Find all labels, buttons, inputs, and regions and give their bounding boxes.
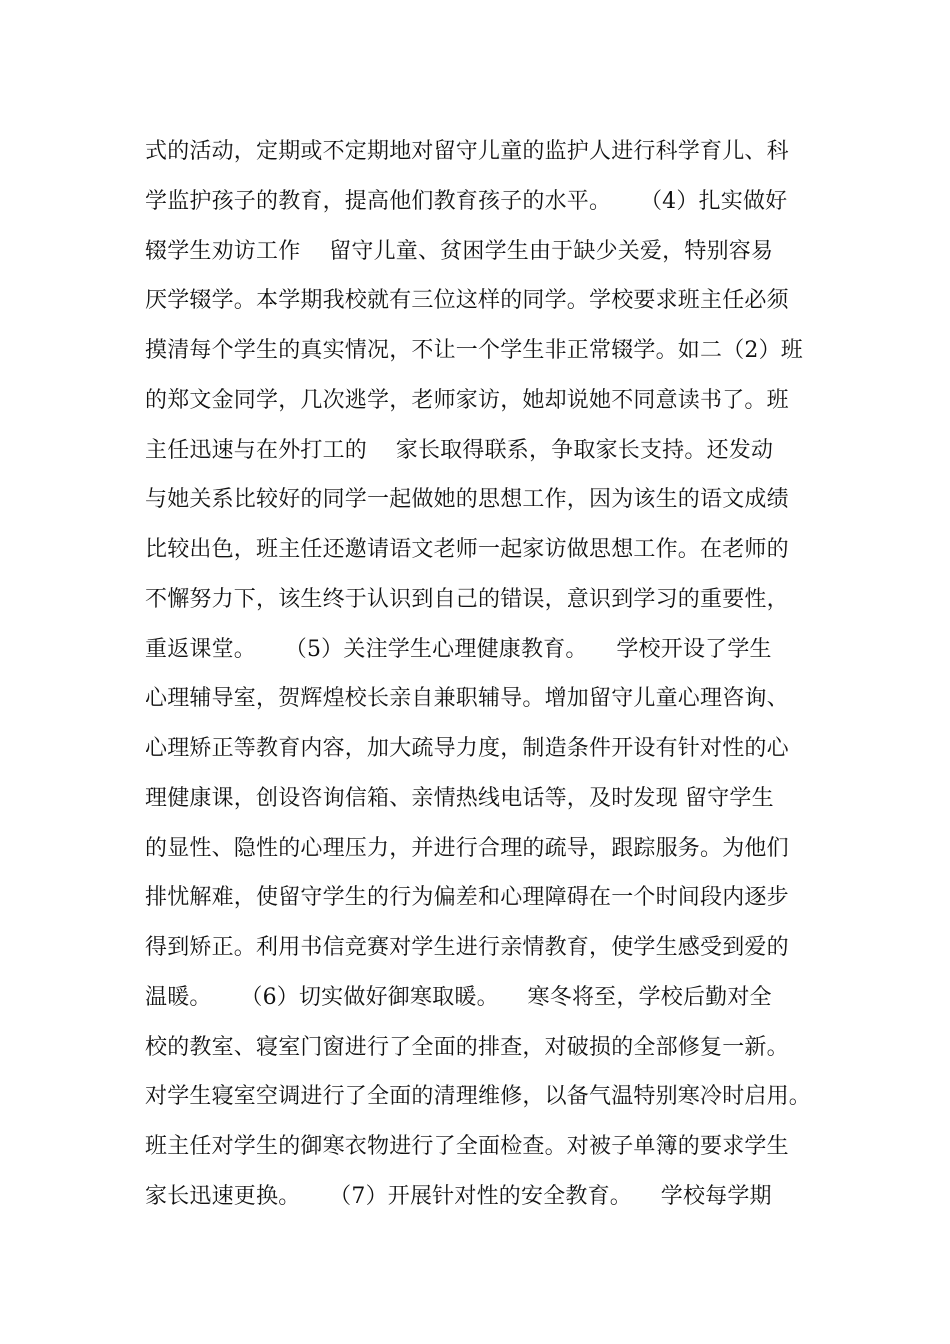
- text-line: 的郑文金同学，几次逃学，老师家访，她却说她不同意读书了。班: [145, 387, 789, 413]
- text-line: 温暖。 （6）切实做好御寒取暖。 寒冬将至，学校后勤对全: [145, 984, 772, 1010]
- text-line: 校的教室、寝室门窗进行了全面的排查，对破损的全部修复一新。: [145, 1034, 789, 1060]
- text-line: 心理辅导室，贺辉煌校长亲自兼职辅导。增加留守儿童心理咨询、: [145, 686, 789, 712]
- text-line: 家长迅速更换。 （7）开展针对性的安全教育。 学校每学期: [145, 1183, 772, 1209]
- text-line: 主任迅速与在外打工的 家长取得联系，争取家长支持。还发动: [145, 437, 774, 463]
- text-line: 重返课堂。 （5）关注学生心理健康教育。 学校开设了学生: [145, 636, 772, 662]
- body-text: [145, 132, 845, 1227]
- text-line: 摸清每个学生的真实情况，不让一个学生非正常辍学。如二（2）班: [145, 338, 803, 363]
- text-line: 心理矫正等教育内容，加大疏导力度，制造条件开设有针对性的心: [145, 736, 789, 761]
- text-line: 学监护孩子的教育，提高他们教育孩子的水平。 （4）扎实做好: [145, 188, 788, 214]
- text-line: 对学生寝室空调进行了全面的清理维修，以备气温特别寒冷时启用。: [145, 1084, 812, 1110]
- text-line: 的显性、隐性的心理压力，并进行合理的疏导，跟踪服务。为他们: [145, 835, 789, 861]
- text-line: 理健康课，创设咨询信箱、亲情热线电话等，及时发现 留守学生: [145, 785, 774, 811]
- text-line: 式的活动，定期或不定期地对留守儿童的监护人进行科学育儿、科: [145, 139, 789, 164]
- text-line: 比较出色，班主任还邀请语文老师一起家访做思想工作。在老师的: [145, 537, 789, 562]
- text-line: 得到矫正。利用书信竞赛对学生进行亲情教育，使学生感受到爱的: [145, 935, 789, 960]
- text-line: 辍学生劝访工作 留守儿童、贫困学生由于缺少关爱，特别容易: [145, 238, 774, 264]
- text-line: 班主任对学生的御寒衣物进行了全面检查。对被子单簿的要求学生: [145, 1134, 789, 1159]
- text-line: 与她关系比较好的同学一起做她的思想工作，因为该生的语文成绩: [145, 487, 789, 513]
- text-line: 排忧解难，使留守学生的行为偏差和心理障碍在一个时间段内逐步: [145, 885, 789, 911]
- text-line: 不懈努力下，该生终于认识到自己的错误，意识到学习的重要性，: [145, 586, 789, 612]
- text-line: 厌学辍学。本学期我校就有三位这样的同学。学校要求班主任必须: [145, 288, 789, 314]
